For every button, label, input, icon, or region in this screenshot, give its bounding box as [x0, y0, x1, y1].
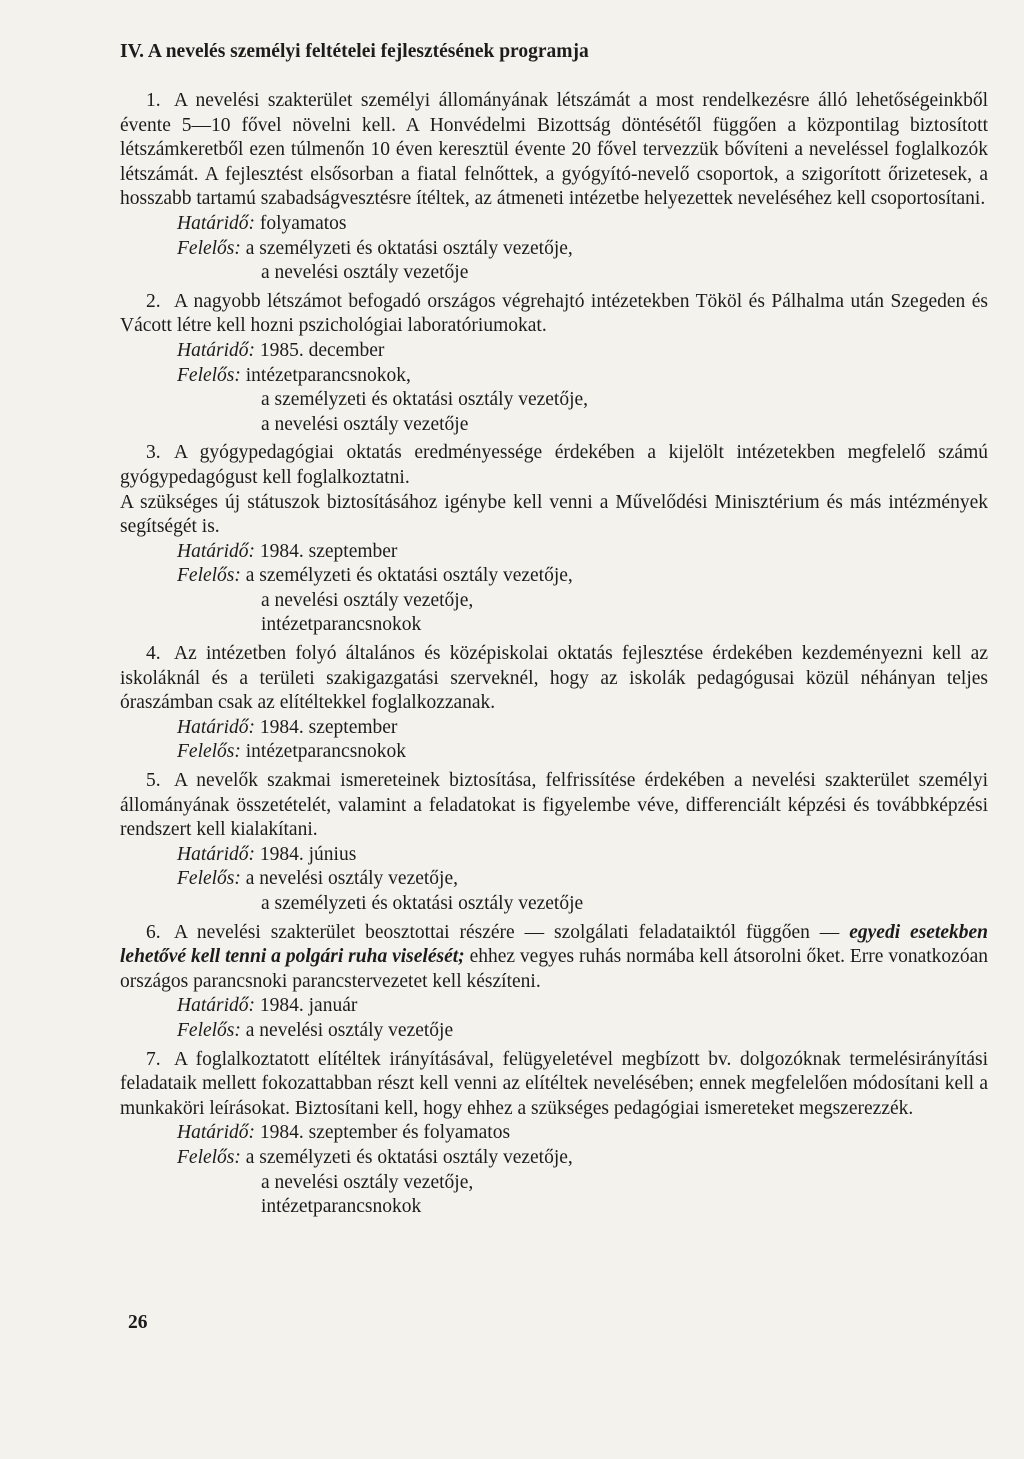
- deadline-label: Határidő:: [177, 339, 255, 361]
- deadline-value: 1984. szeptember: [259, 716, 398, 738]
- deadline-label: Határidő:: [177, 1122, 255, 1144]
- item-number: 3.: [146, 442, 161, 464]
- item-number: 2.: [146, 290, 161, 312]
- responsible-value: a nevelési osztály vezetője,: [261, 589, 474, 611]
- responsible-cont: [177, 388, 988, 413]
- deadline-value: 1985. december: [259, 339, 385, 361]
- deadline-value: 1984. június: [259, 843, 357, 865]
- responsible-label: Felelős:: [177, 1146, 241, 1168]
- page-number: 26: [128, 1312, 148, 1333]
- deadline-line: [177, 994, 988, 1019]
- responsible-value: a személyzeti és oktatási osztály vezetője: [261, 893, 584, 914]
- deadline-label: Határidő:: [177, 995, 255, 1017]
- responsible-label: Felelős:: [177, 565, 241, 587]
- responsible-cont: [177, 1195, 988, 1220]
- item-body: A gyógypedagógiai oktatás eredményessége érdekében a kijelölt intézetekben megfelelő számú gyógypedagógust kell foglalkoztatni.: [120, 442, 988, 488]
- responsible-line: [177, 364, 988, 389]
- item-emphasis: egyedi esetekben lehetővé kell tenni a polgári ruha viselését;: [120, 921, 989, 968]
- responsible-cont: [177, 613, 988, 638]
- section-heading: IV. A nevelés személyi feltételei fejlesztésének programja: [120, 41, 589, 62]
- responsible-value: a nevelési osztály vezetője: [245, 1019, 454, 1041]
- page-content: [120, 38, 988, 1220]
- responsible-value: a személyzeti és oktatási osztály vezetője,: [245, 565, 573, 587]
- item-text: [120, 769, 988, 843]
- deadline-line: [177, 1121, 988, 1146]
- item-body: A nevelők szakmai ismereteinek biztosítása, felfrissítése érdekében a nevelési szakterület személyi állományának összetételét, valamint a feladatokat is figyelembe véve, differenciált képzési és továbbképzési rendszert kell kialakítani.: [120, 770, 988, 841]
- program-item-7: [120, 1048, 988, 1220]
- deadline-line: [177, 339, 988, 364]
- item-text: [120, 89, 988, 212]
- item-number: 5.: [146, 770, 161, 792]
- responsible-line: [177, 1019, 988, 1044]
- responsible-label: Felelős:: [177, 868, 241, 890]
- item-text: [120, 642, 988, 716]
- responsible-value: intézetparancsnokok,: [245, 364, 411, 386]
- item-number: 7.: [146, 1048, 161, 1070]
- item-body: A foglalkoztatott elítéltek irányításával, felügyeletével megbízott bv. dolgozóknak termelésirányítási feladataik mellett fokozattabban részt kell venni az elítéltek nevelésében; ennek megfelelően módosítani kell a munkaköri leírásokat. Biztosítani kell, hogy ehhez a szükséges pedagógiai ismereteket megszerezzék.: [120, 1048, 988, 1119]
- responsible-value: intézetparancsnokok: [261, 1196, 422, 1218]
- responsible-value: intézetparancsnokok: [245, 741, 407, 763]
- responsible-cont: [177, 892, 988, 917]
- responsible-value: a személyzeti és oktatási osztály vezetője,: [245, 237, 573, 259]
- responsible-value: a nevelési osztály vezetője,: [261, 1171, 474, 1193]
- item-number: 1.: [146, 90, 161, 111]
- responsible-line: [177, 1146, 988, 1171]
- deadline-label: Határidő:: [177, 716, 255, 738]
- deadline-label: Határidő:: [177, 540, 255, 562]
- deadline-line: [177, 212, 988, 237]
- responsible-value: a nevelési osztály vezetője,: [245, 868, 458, 890]
- deadline-value: 1984. január: [259, 995, 358, 1017]
- item-number: 4.: [146, 643, 161, 665]
- item-text: [120, 441, 988, 490]
- program-item-5: [120, 769, 988, 917]
- responsible-label: Felelős:: [177, 1019, 241, 1041]
- responsible-cont: [177, 1171, 988, 1196]
- responsible-label: Felelős:: [177, 741, 241, 763]
- responsible-line: [177, 740, 988, 765]
- item-body: A nevelési szakterület személyi állományának létszámát a most rendelkezésre álló lehetőségeinkből évente 5—10 fővel növelni kell. A Honvédelmi Bizottság döntésétől függően a központilag biztosított létszámkeretből ezen túlmenőn 10 éven keresztül évente 20 fővel tervezzük bővíteni a neveléssel foglalkozók létszámát. A fejlesztést elsősorban a fiatal felnőttek, a gyógyító-nevelő csoportok, a szigorított őrizetesek, a hosszabb tartamú szabadságvesztésre ítéltek, az átmeneti intézetbe helyezettek neveléséhez kell csoportosítani.: [120, 90, 988, 210]
- responsible-line: [177, 237, 988, 262]
- item-text-continued: A szükséges új státuszok biztosításához igénybe kell venni a Művelődési Minisztérium és más intézmények segítségét is.: [120, 491, 988, 538]
- item-body: A nagyobb létszámot befogadó országos végrehajtó intézetekben Tököl és Pálhalma után Szegeden és Vácott létre kell hozni pszichológiai laboratóriumokat.: [120, 290, 988, 337]
- deadline-value: 1984. szeptember és folyamatos: [259, 1122, 511, 1144]
- program-item-6: [120, 921, 988, 1044]
- responsible-value: a nevelési osztály vezetője: [261, 262, 469, 284]
- deadline-line: [177, 716, 988, 741]
- responsible-value: a személyzeti és oktatási osztály vezetője,: [245, 1146, 573, 1168]
- responsible-cont: [177, 589, 988, 614]
- responsible-label: Felelős:: [177, 237, 241, 259]
- program-item-2: [120, 290, 988, 438]
- responsible-line: [177, 867, 988, 892]
- item-body-continued: ehhez vegyes ruhás normába kell átsorolni őket. Erre vonatkozóan országos parancsnoki parancstervezetet kell készíteni.: [120, 946, 988, 992]
- item-body: Az intézetben folyó általános és középiskolai oktatás fejlesztése érdekében kezdeményezni kell az iskoláknál és a területi szakigazgatási szerveknél, hogy az iskolák pedagógusai közül néhányan teljes óraszámban csak az elítéltekkel foglalkozzanak.: [120, 643, 988, 714]
- responsible-value: a személyzeti és oktatási osztály vezetője,: [261, 389, 589, 411]
- deadline-value: folyamatos: [259, 212, 347, 234]
- deadline-label: Határidő:: [177, 212, 255, 234]
- item-text: [120, 290, 988, 339]
- responsible-cont: [177, 413, 988, 438]
- program-item-4: [120, 642, 988, 765]
- responsible-value: intézetparancsnokok: [261, 614, 422, 636]
- item-text: [120, 1048, 988, 1122]
- deadline-label: Határidő:: [177, 843, 255, 865]
- responsible-label: Felelős:: [177, 364, 241, 386]
- deadline-line: [177, 843, 988, 868]
- program-item-3: [120, 441, 988, 638]
- deadline-value: 1984. szeptember: [259, 540, 398, 562]
- deadline-line: [177, 540, 988, 565]
- responsible-cont: [177, 261, 988, 286]
- item-number: 6.: [146, 921, 161, 943]
- item-text: [120, 921, 988, 995]
- responsible-line: [177, 564, 988, 589]
- program-item-1: [120, 89, 988, 286]
- responsible-value: a nevelési osztály vezetője: [261, 413, 469, 435]
- item-body: A nevelési szakterület beosztottai részére — szolgálati feladataiktól függően —: [174, 921, 840, 943]
